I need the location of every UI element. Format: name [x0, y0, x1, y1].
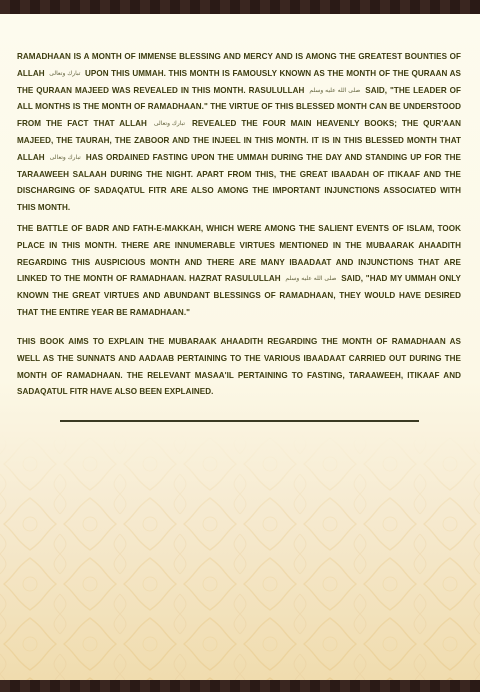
text-segment: UPON THIS UMMAH. THIS MONTH IS FAMOUSLY KNOWN AS THE MONTH OF THE QURAAN AS THE QURAAN MAJEED WAS REVEALED IN THIS MONTH. RASULULLAH [17, 68, 461, 95]
paragraph-book-aim [17, 334, 461, 401]
text-segment: RAMADHAAN IS A MONTH OF IMMENSE BLESSING AND MERCY AND IS AMONG THE GREATEST BOUNTIES OF ALLAH [17, 52, 461, 78]
text-segment: SAID, "HAD MY UMMAH ONLY KNOWN THE GREAT VIRTUES AND ABUNDANT BLESSINGS OF RAMADHAAN, THEY WOULD HAVE DESIRED THAT THE ENTIRE YEAR BE RAMADHAAN." [17, 274, 461, 317]
text-segment: THIS BOOK AIMS TO EXPLAIN THE MUBARAAK AHAADITH REGARDING THE MONTH OF RAMADHAAN AS WELL AS THE SUNNATS AND AADAAB PERTAINING TO THE VARIOUS IBAADAAT CARRIED OUT DURING THE MONTH OF RAMADHAAN. THE RELEVANT MASAA'IL PERTAINING TO FASTING, TARAAWEEH, ITIKAAF AND SADAQATUL FITR HAVE ALSO BEEN EXPLAINED. [17, 337, 461, 397]
honorific-rasul: صلى الله عليه وسلم [309, 86, 361, 94]
text-segment: REVEALED THE FOUR MAIN HEAVENLY BOOKS; THE QUR'AAN MAJEED, THE TAURAH, THE ZABOOR AND THE INJEEL IN THIS MONTH. IT IS IN THIS BLESSED MONTH THAT ALLAH [17, 119, 461, 162]
horizontal-divider [60, 420, 419, 422]
paragraph-ramadhaan-virtues [17, 49, 461, 217]
text-segment: THE BATTLE OF BADR AND FATH-E-MAKKAH, WHICH WERE AMONG THE SALIENT EVENTS OF ISLAM, TOOK PLACE IN THIS MONTH. THERE ARE INNUMERABLE VIRTUES MENTIONED IN THE MUBAARAK AHAADITH REGARDING THIS AUSPICIOUS MONTH AND THERE ARE MANY IBAADAAT AND INJUNCTIONS THAT ARE LINKED TO THE MONTH OF RAMADHAAN. HAZRAT RASULULLAH [17, 224, 461, 284]
honorific-allah: تبارك وتعالى [153, 120, 186, 128]
honorific-allah: تبارك وتعالى [49, 153, 81, 161]
paragraph-salient-events [17, 221, 461, 322]
honorific-allah: تبارك وتعالى [49, 69, 81, 77]
text-segment: HAS ORDAINED FASTING UPON THE UMMAH DURING THE DAY AND STANDING UP FOR THE TARAAWEEH SALAAH DURING THE NIGHT. APART FROM THIS, THE GREAT IBAADAH OF ITIKAAF AND THE DISCHARGING OF SADAQATUL FITR ARE ALSO AMONG THE IMPORTANT INJUNCTIONS ASSOCIATED WITH THIS MONTH. [17, 152, 461, 213]
bottom-border-strip [0, 680, 480, 692]
decorative-arabesque-pattern [0, 434, 480, 680]
top-border-strip [0, 0, 480, 14]
text-segment: SAID, "THE LEADER OF ALL MONTHS IS THE MONTH OF RAMADHAAN." THE VIRTUE OF THIS BLESSED MONTH CAN BE UNDERSTOOD FROM THE FACT THAT ALLAH [17, 85, 461, 129]
honorific-rasul: صلى الله عليه وسلم [285, 275, 337, 283]
